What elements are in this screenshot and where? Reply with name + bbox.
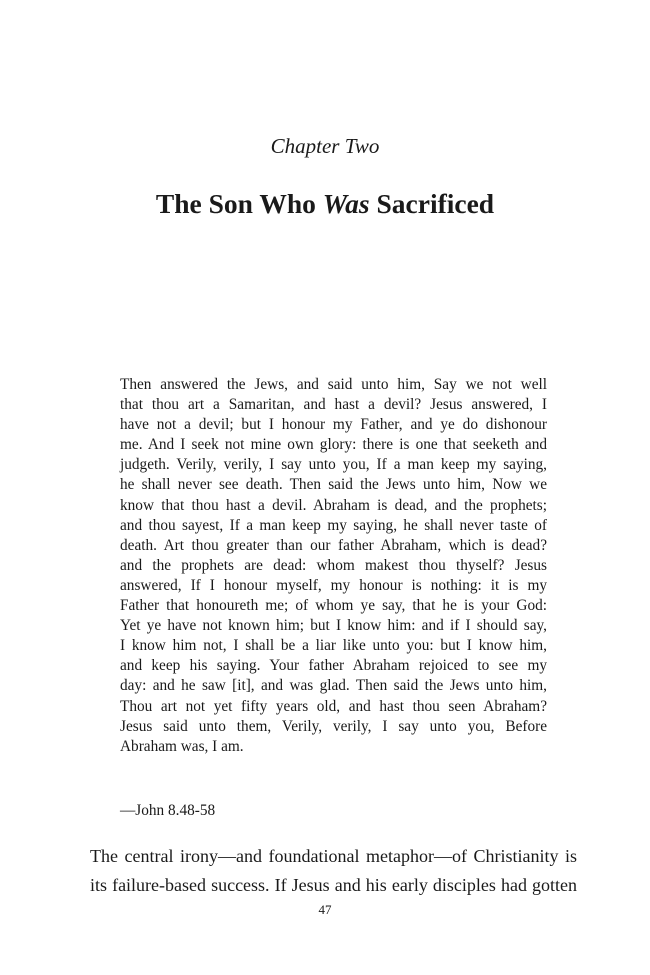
epigraph-attribution: —John 8.48-58 — [120, 802, 216, 819]
epigraph-line: and thou sayest, If a man keep my saying, he shall never taste of — [120, 516, 547, 534]
epigraph-line: Father that honoureth me; of whom ye say, that he is your God: — [120, 597, 547, 615]
page-number: 47 — [318, 902, 332, 917]
epigraph-line: Abraham was, I am. — [120, 737, 244, 755]
chapter-title-emphasis: Was — [322, 188, 370, 219]
chapter-title-end: Sacrificed — [369, 188, 495, 219]
epigraph-line: death. Art thou greater than our father Abraham, which is dead? — [120, 536, 547, 554]
epigraph-line: have not a devil; but I honour my Father, and ye do dishonour — [120, 416, 547, 434]
epigraph-line: Then answered the Jews, and said unto him, Say we not well — [120, 376, 547, 393]
epigraph-line: Thou art not yet fifty years old, and hast thou seen Abraham? — [120, 697, 547, 715]
body-paragraph — [90, 842, 577, 900]
epigraph-line: answered, If I honour myself, my honour is nothing: it is my — [120, 576, 547, 594]
body-line: its failure-based success. If Jesus and his early disciples had gotten — [90, 875, 577, 895]
epigraph-line: judgeth. Verily, verily, I say unto you, If a man keep my saying, — [120, 456, 547, 474]
epigraph-line: Jesus said unto them, Verily, verily, I say unto you, Before — [120, 717, 547, 735]
epigraph-line: day: and he saw [it], and was glad. Then said the Jews unto him, — [120, 677, 547, 695]
epigraph-line: and the prophets are dead: whom makest thou thyself? Jesus — [120, 556, 547, 574]
epigraph-line: me. And I seek not mine own glory: there is one that seeketh and — [120, 436, 547, 454]
epigraph-quote — [120, 375, 547, 757]
epigraph-line: that thou art a Samaritan, and hast a devil? Jesus answered, I — [120, 396, 547, 414]
epigraph-line: and keep his saying. Your father Abraham rejoiced to see my — [120, 657, 547, 675]
chapter-label: Chapter Two — [270, 134, 380, 158]
epigraph-line: know that thou hast a devil. Abraham is dead, and the prophets; — [120, 496, 547, 514]
chapter-title — [0, 186, 650, 222]
epigraph-line: I know him not, I shall be a liar like unto you: but I know him, — [120, 637, 547, 655]
epigraph-line: Yet ye have not known him; but I know him: and if I should say, — [120, 617, 547, 635]
chapter-title-start: The Son Who — [155, 188, 323, 219]
epigraph-line: he shall never see death. Then said the Jews unto him, Now we — [120, 476, 547, 494]
body-line: The central irony—and foundational metaphor—of Christianity is — [90, 846, 577, 866]
